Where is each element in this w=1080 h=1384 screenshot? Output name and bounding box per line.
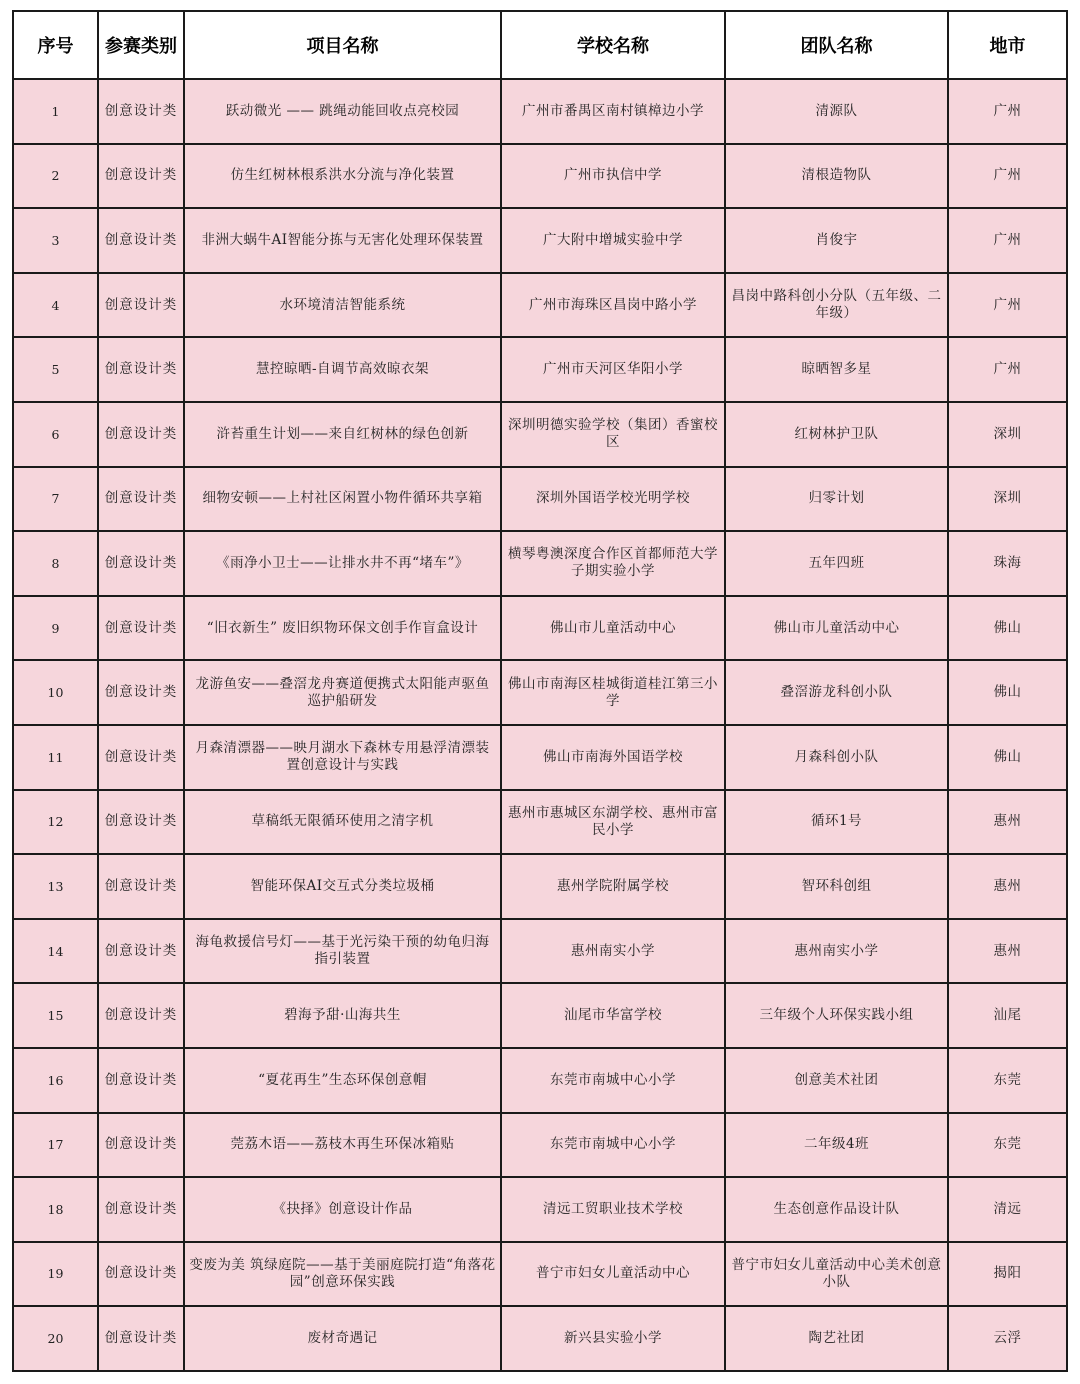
- cell-category: 创意设计类: [98, 1048, 184, 1113]
- cell-school-name: 新兴县实验小学: [501, 1306, 725, 1371]
- cell-category: 创意设计类: [98, 79, 184, 144]
- cell-city: 广州: [948, 273, 1067, 338]
- cell-team-name: 叠滘游龙科创小队: [725, 660, 948, 725]
- cell-index: 6: [13, 402, 98, 467]
- cell-project-name: 《抉择》创意设计作品: [184, 1177, 501, 1242]
- cell-category: 创意设计类: [98, 919, 184, 984]
- cell-school-name: 深圳外国语学校光明学校: [501, 467, 725, 532]
- cell-project-name: 非洲大蜗牛AI智能分拣与无害化处理环保装置: [184, 208, 501, 273]
- cell-team-name: 清根造物队: [725, 144, 948, 209]
- cell-category: 创意设计类: [98, 983, 184, 1048]
- cell-index: 13: [13, 854, 98, 919]
- cell-index: 9: [13, 596, 98, 661]
- cell-category: 创意设计类: [98, 790, 184, 855]
- cell-school-name: 佛山市儿童活动中心: [501, 596, 725, 661]
- cell-index: 1: [13, 79, 98, 144]
- cell-team-name: 归零计划: [725, 467, 948, 532]
- table-row: [13, 402, 1067, 467]
- cell-city: 广州: [948, 208, 1067, 273]
- cell-team-name: 晾晒智多星: [725, 337, 948, 402]
- cell-category: 创意设计类: [98, 467, 184, 532]
- cell-city: 云浮: [948, 1306, 1067, 1371]
- cell-city: 佛山: [948, 660, 1067, 725]
- table-row: [13, 1306, 1067, 1371]
- cell-index: 10: [13, 660, 98, 725]
- cell-project-name: 慧控晾晒-自调节高效晾衣架: [184, 337, 501, 402]
- cell-city: 惠州: [948, 854, 1067, 919]
- cell-category: 创意设计类: [98, 531, 184, 596]
- table-row: [13, 273, 1067, 338]
- cell-team-name: 陶艺社团: [725, 1306, 948, 1371]
- cell-city: 佛山: [948, 596, 1067, 661]
- table-body: [13, 79, 1067, 1371]
- cell-category: 创意设计类: [98, 1177, 184, 1242]
- cell-index: 12: [13, 790, 98, 855]
- cell-project-name: 跃动微光 —— 跳绳动能回收点亮校园: [184, 79, 501, 144]
- cell-school-name: 东莞市南城中心小学: [501, 1048, 725, 1113]
- table-row: [13, 854, 1067, 919]
- table-row: [13, 919, 1067, 984]
- cell-team-name: 智环科创组: [725, 854, 948, 919]
- cell-project-name: 草稿纸无限循环使用之清字机: [184, 790, 501, 855]
- cell-category: 创意设计类: [98, 402, 184, 467]
- cell-team-name: 红树林护卫队: [725, 402, 948, 467]
- cell-category: 创意设计类: [98, 1306, 184, 1371]
- cell-project-name: 废材奇遇记: [184, 1306, 501, 1371]
- cell-school-name: 佛山市南海外国语学校: [501, 725, 725, 790]
- cell-city: 佛山: [948, 725, 1067, 790]
- header-category: 参赛类别: [98, 11, 184, 79]
- cell-school-name: 广州市执信中学: [501, 144, 725, 209]
- table-row: [13, 208, 1067, 273]
- cell-team-name: 昌岗中路科创小分队（五年级、二年级）: [725, 273, 948, 338]
- cell-team-name: 生态创意作品设计队: [725, 1177, 948, 1242]
- cell-index: 7: [13, 467, 98, 532]
- cell-index: 4: [13, 273, 98, 338]
- table-row: [13, 467, 1067, 532]
- cell-city: 深圳: [948, 467, 1067, 532]
- cell-project-name: 水环境清洁智能系统: [184, 273, 501, 338]
- entries-table: [12, 10, 1068, 1372]
- cell-school-name: 佛山市南海区桂城街道桂江第三小学: [501, 660, 725, 725]
- header-school-name: 学校名称: [501, 11, 725, 79]
- cell-index: 8: [13, 531, 98, 596]
- cell-city: 广州: [948, 79, 1067, 144]
- table-row: [13, 531, 1067, 596]
- cell-school-name: 广大附中增城实验中学: [501, 208, 725, 273]
- cell-city: 珠海: [948, 531, 1067, 596]
- cell-school-name: 广州市番禺区南村镇樟边小学: [501, 79, 725, 144]
- cell-school-name: 横琴粤澳深度合作区首都师范大学子期实验小学: [501, 531, 725, 596]
- cell-school-name: 汕尾市华富学校: [501, 983, 725, 1048]
- cell-team-name: 二年级4班: [725, 1113, 948, 1178]
- cell-school-name: 惠州南实小学: [501, 919, 725, 984]
- cell-team-name: 五年四班: [725, 531, 948, 596]
- cell-index: 18: [13, 1177, 98, 1242]
- cell-project-name: “旧衣新生” 废旧织物环保文创手作盲盒设计: [184, 596, 501, 661]
- cell-project-name: 智能环保AI交互式分类垃圾桶: [184, 854, 501, 919]
- table-row: [13, 1177, 1067, 1242]
- cell-team-name: 肖俊宇: [725, 208, 948, 273]
- header-row: [13, 11, 1067, 79]
- header-index: 序号: [13, 11, 98, 79]
- cell-category: 创意设计类: [98, 725, 184, 790]
- cell-team-name: 清源队: [725, 79, 948, 144]
- cell-category: 创意设计类: [98, 854, 184, 919]
- table-row: [13, 660, 1067, 725]
- cell-index: 17: [13, 1113, 98, 1178]
- cell-team-name: 创意美术社团: [725, 1048, 948, 1113]
- cell-index: 11: [13, 725, 98, 790]
- cell-project-name: 浒苔重生计划——来自红树林的绿色创新: [184, 402, 501, 467]
- cell-category: 创意设计类: [98, 596, 184, 661]
- header-project-name: 项目名称: [184, 11, 501, 79]
- cell-city: 广州: [948, 337, 1067, 402]
- table-row: [13, 1048, 1067, 1113]
- cell-team-name: 佛山市儿童活动中心: [725, 596, 948, 661]
- cell-city: 东莞: [948, 1048, 1067, 1113]
- cell-team-name: 普宁市妇女儿童活动中心美术创意小队: [725, 1242, 948, 1307]
- table-row: [13, 983, 1067, 1048]
- cell-team-name: 三年级个人环保实践小组: [725, 983, 948, 1048]
- cell-school-name: 广州市海珠区昌岗中路小学: [501, 273, 725, 338]
- cell-city: 清远: [948, 1177, 1067, 1242]
- cell-category: 创意设计类: [98, 1242, 184, 1307]
- cell-category: 创意设计类: [98, 144, 184, 209]
- cell-project-name: 海龟救援信号灯——基于光污染干预的幼龟归海指引装置: [184, 919, 501, 984]
- cell-category: 创意设计类: [98, 273, 184, 338]
- cell-city: 揭阳: [948, 1242, 1067, 1307]
- cell-team-name: 循环1号: [725, 790, 948, 855]
- cell-index: 16: [13, 1048, 98, 1113]
- table-row: [13, 1113, 1067, 1178]
- header-team-name: 团队名称: [725, 11, 948, 79]
- cell-project-name: 细物安顿——上村社区闲置小物件循环共享箱: [184, 467, 501, 532]
- cell-category: 创意设计类: [98, 660, 184, 725]
- cell-project-name: 龙游鱼安——叠滘龙舟赛道便携式太阳能声驱鱼巡护船研发: [184, 660, 501, 725]
- table-header: [13, 11, 1067, 79]
- cell-index: 5: [13, 337, 98, 402]
- cell-city: 汕尾: [948, 983, 1067, 1048]
- cell-city: 惠州: [948, 919, 1067, 984]
- table-row: [13, 337, 1067, 402]
- cell-index: 19: [13, 1242, 98, 1307]
- cell-city: 深圳: [948, 402, 1067, 467]
- cell-category: 创意设计类: [98, 208, 184, 273]
- table-row: [13, 144, 1067, 209]
- cell-project-name: 碧海予甜·山海共生: [184, 983, 501, 1048]
- cell-project-name: 月森清漂器——映月湖水下森林专用悬浮清漂装置创意设计与实践: [184, 725, 501, 790]
- cell-city: 广州: [948, 144, 1067, 209]
- table-row: [13, 1242, 1067, 1307]
- cell-school-name: 深圳明德实验学校（集团）香蜜校区: [501, 402, 725, 467]
- cell-city: 惠州: [948, 790, 1067, 855]
- cell-school-name: 东莞市南城中心小学: [501, 1113, 725, 1178]
- cell-project-name: 变废为美 筑绿庭院——基于美丽庭院打造“角落花园”创意环保实践: [184, 1242, 501, 1307]
- cell-city: 东莞: [948, 1113, 1067, 1178]
- cell-index: 2: [13, 144, 98, 209]
- cell-project-name: 莞荔木语——荔枝木再生环保冰箱贴: [184, 1113, 501, 1178]
- cell-school-name: 广州市天河区华阳小学: [501, 337, 725, 402]
- cell-category: 创意设计类: [98, 337, 184, 402]
- cell-school-name: 惠州市惠城区东湖学校、惠州市富民小学: [501, 790, 725, 855]
- cell-index: 20: [13, 1306, 98, 1371]
- cell-index: 14: [13, 919, 98, 984]
- header-city: 地市: [948, 11, 1067, 79]
- cell-project-name: “夏花再生”生态环保创意帽: [184, 1048, 501, 1113]
- table-row: [13, 790, 1067, 855]
- cell-team-name: 月森科创小队: [725, 725, 948, 790]
- cell-index: 15: [13, 983, 98, 1048]
- cell-team-name: 惠州南实小学: [725, 919, 948, 984]
- table-row: [13, 79, 1067, 144]
- cell-project-name: 仿生红树林根系洪水分流与净化装置: [184, 144, 501, 209]
- table-row: [13, 596, 1067, 661]
- cell-index: 3: [13, 208, 98, 273]
- cell-school-name: 清远工贸职业技术学校: [501, 1177, 725, 1242]
- cell-category: 创意设计类: [98, 1113, 184, 1178]
- table-row: [13, 725, 1067, 790]
- cell-project-name: 《雨净小卫士——让排水井不再“堵车”》: [184, 531, 501, 596]
- cell-school-name: 普宁市妇女儿童活动中心: [501, 1242, 725, 1307]
- cell-school-name: 惠州学院附属学校: [501, 854, 725, 919]
